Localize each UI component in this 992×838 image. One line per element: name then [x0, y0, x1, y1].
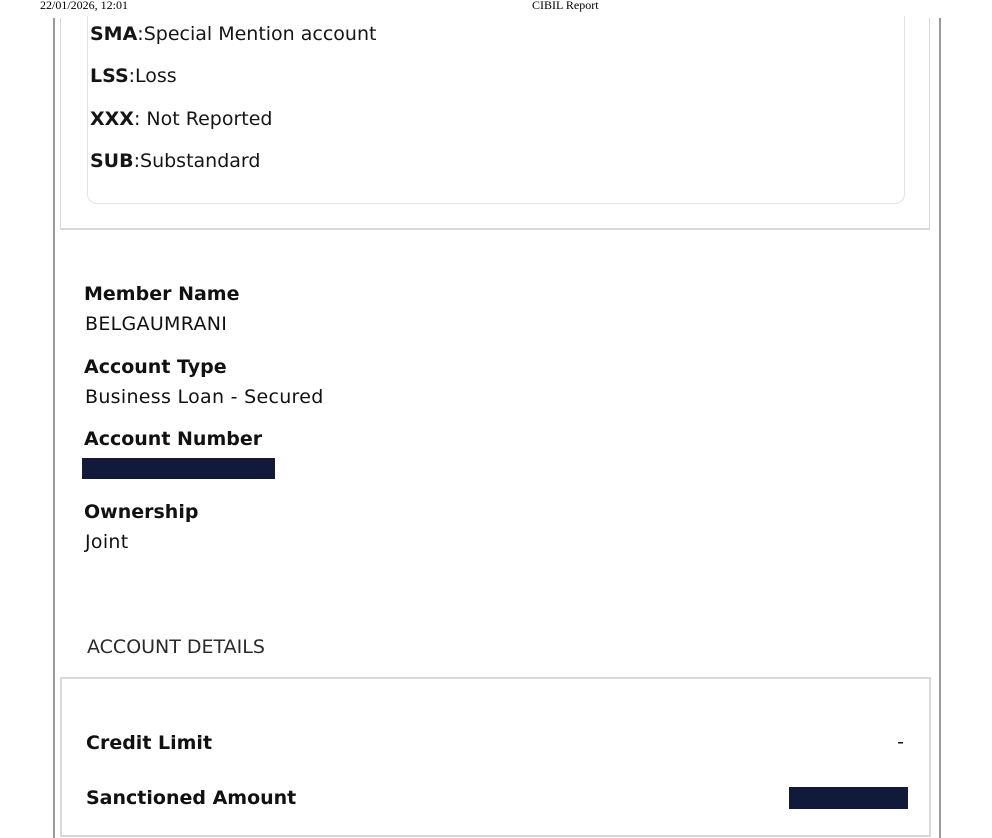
print-title: CIBIL Report	[532, 0, 599, 12]
account-number-label: Account Number	[84, 428, 263, 450]
legend-description: Substandard	[140, 150, 261, 172]
legend-description: Loss	[135, 65, 177, 87]
legend-code: XXX	[90, 108, 134, 130]
print-datetime: 22/01/2026, 12:01	[40, 0, 129, 12]
print-header	[0, 0, 992, 14]
legend-description: Special Mention account	[143, 23, 377, 45]
legend-item-sma	[90, 23, 376, 45]
legend-code: LSS	[90, 65, 129, 87]
legend-description: Not Reported	[146, 108, 273, 130]
account-details-box	[60, 677, 931, 837]
legend-code: SMA	[90, 23, 138, 45]
ownership-label: Ownership	[84, 501, 199, 523]
account-details-title: ACCOUNT DETAILS	[87, 636, 265, 658]
account-type-value: Business Loan - Secured	[85, 386, 324, 408]
legend-card	[87, 16, 905, 204]
account-type-label: Account Type	[84, 356, 227, 378]
account-number-redacted	[82, 458, 275, 479]
legend-item-sub	[90, 150, 260, 172]
legend-separator: :	[137, 23, 144, 45]
legend-code: SUB	[90, 150, 134, 172]
member-name-label: Member Name	[84, 283, 240, 305]
legend-item-lss	[90, 65, 177, 87]
ownership-value: Joint	[85, 531, 129, 553]
legend-separator: :	[133, 108, 147, 130]
sanctioned-amount-redacted	[789, 787, 908, 809]
credit-limit-value: -	[897, 731, 904, 753]
legend-separator: :	[128, 65, 136, 87]
member-name-value: BELGAUMRANI	[85, 313, 228, 335]
legend-item-xxx	[90, 108, 272, 130]
credit-limit-label: Credit Limit	[86, 732, 213, 754]
sanctioned-amount-label: Sanctioned Amount	[86, 787, 297, 809]
legend-separator: :	[133, 150, 141, 172]
legend-section	[60, 18, 930, 230]
